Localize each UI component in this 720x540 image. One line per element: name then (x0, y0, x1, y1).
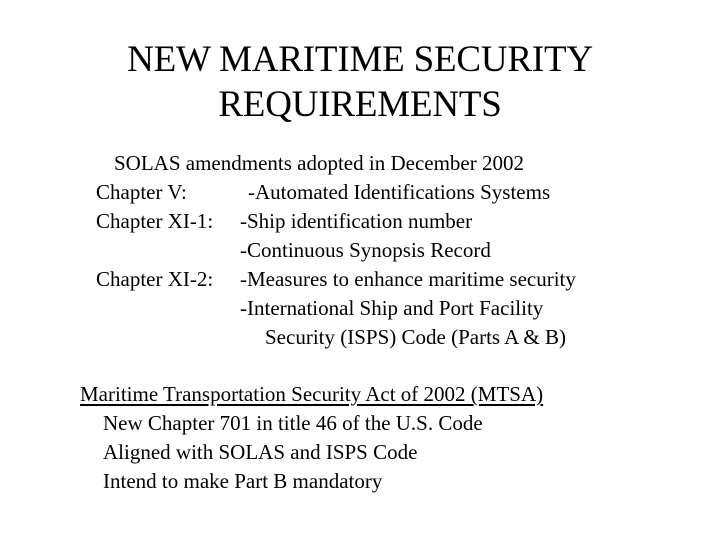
mtsa-item-1: New Chapter 701 in title 46 of the U.S. Code (103, 411, 483, 435)
title-line-2: REQUIREMENTS (218, 84, 502, 125)
solas-heading: SOLAS amendments adopted in December 2002 (114, 151, 524, 175)
mtsa-item-2: Aligned with SOLAS and ISPS Code (103, 440, 418, 464)
chapter-xi2-item-2: -International Ship and Port Facility (240, 296, 544, 320)
chapter-xi1-item-1: -Ship identification number (240, 209, 473, 233)
chapter-xi2-item-1: -Measures to enhance maritime security (240, 267, 576, 291)
chapter-xi2-label: Chapter XI-2: (96, 267, 214, 291)
title-line-1: NEW MARITIME SECURITY (127, 39, 593, 80)
mtsa-heading: Maritime Transportation Security Act of 2002 (MTSA) (80, 382, 544, 406)
chapter-xi2-item-3: Security (ISPS) Code (Parts A & B) (265, 325, 567, 349)
chapter-xi1-item-2: -Continuous Synopsis Record (240, 238, 491, 262)
chapter-v-item-1: -Automated Identifications Systems (248, 180, 551, 204)
mtsa-item-3: Intend to make Part B mandatory (103, 469, 383, 493)
page-title (100, 37, 620, 127)
chapter-v-label: Chapter V: (96, 180, 187, 204)
chapter-xi1-label: Chapter XI-1: (96, 209, 214, 233)
